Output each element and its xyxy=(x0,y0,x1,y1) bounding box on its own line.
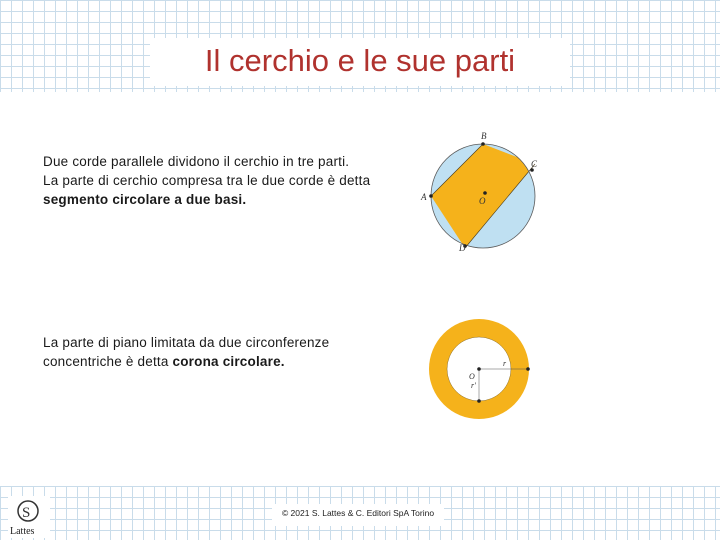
paragraph-line-bold: segmento circolare a due basi. xyxy=(43,192,247,207)
label-r-outer: r xyxy=(503,359,507,368)
paragraph-annulus xyxy=(43,333,403,371)
logo-text: Lattes xyxy=(10,526,35,537)
label-d: D xyxy=(459,243,466,253)
publisher-logo xyxy=(8,496,50,538)
copyright-footer: © 2021 S. Lattes & C. Editori SpA Torino xyxy=(281,508,435,518)
circular-segment-figure xyxy=(415,128,545,254)
label-o: O xyxy=(479,196,486,206)
paragraph-text: concentriche è detta xyxy=(43,354,173,369)
label-b: B xyxy=(481,131,487,141)
annulus-figure xyxy=(420,314,540,424)
paragraph-line: Due corde parallele dividono il cerchio in tre parti. xyxy=(43,154,350,169)
label-r-inner: r′ xyxy=(471,381,476,390)
page-title: Il cerchio e le sue parti xyxy=(204,43,516,78)
paragraph-segment xyxy=(43,152,413,209)
paragraph-line: La parte di piano limitata da due circonferenze xyxy=(43,335,330,350)
paragraph-line xyxy=(43,352,403,371)
center-point xyxy=(483,191,487,195)
svg-text:S: S xyxy=(22,505,31,521)
label-a: A xyxy=(421,192,427,202)
paragraph-line: La parte di cerchio compresa tra le due corde è detta xyxy=(43,173,371,188)
paragraph-term-bold: corona circolare. xyxy=(172,354,285,369)
label-o: O xyxy=(469,372,475,381)
label-c: C xyxy=(531,159,538,169)
